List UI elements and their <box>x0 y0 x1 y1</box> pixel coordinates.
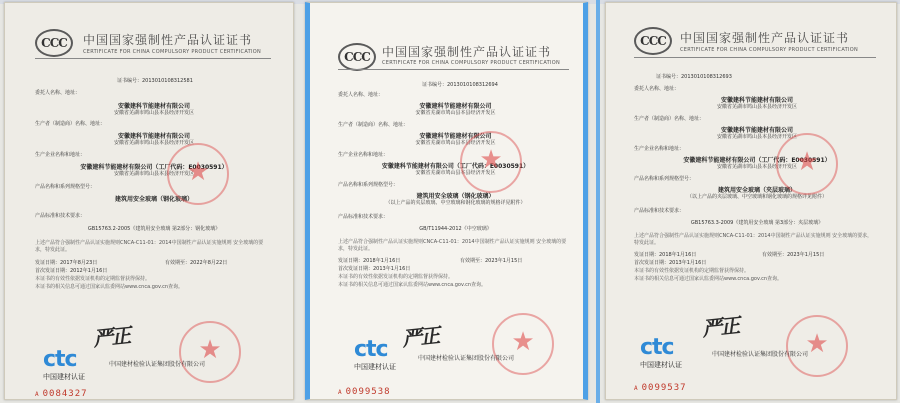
applicant-label: 委托人名称、地址： <box>35 90 81 96</box>
ctc-logo <box>354 339 396 372</box>
signature: 严正 <box>92 323 131 351</box>
standard-label: 产品标准和技术要求： <box>338 214 389 220</box>
title-rule <box>35 58 271 59</box>
first-issue-date: 首次发证日期：2013年1月16日 <box>634 260 707 266</box>
certificate-3 <box>605 2 897 400</box>
issuing-organization: 中国建材检验认证集团股份有限公司 <box>418 355 515 362</box>
factory-name: 安徽建科节能建材有限公司（工厂代码：E0030591） <box>683 157 831 164</box>
signature: 严正 <box>701 313 740 341</box>
certificate-1 <box>4 2 294 400</box>
ccc-logo-icon: CCC <box>35 29 73 57</box>
red-seal <box>179 321 241 383</box>
issue-date: 发证日期：2017年8月23日 <box>35 260 98 266</box>
serial-number: A 0084327 <box>35 389 88 399</box>
ctc-logo-icon: ctc <box>640 335 674 360</box>
red-seal <box>786 315 848 377</box>
manufacturer-name: 安徽建科节能建材有限公司 <box>419 133 492 140</box>
validity-note: 本证书的有效性依据发证机构的定期监督获得保持。 <box>338 274 454 280</box>
issue-date: 发证日期：2018年1月16日 <box>338 258 401 264</box>
cert-number: 证书编号：2013010108312694 <box>422 82 498 88</box>
ctc-logo-text: 中国建材认证 <box>354 363 396 371</box>
certificate-title: 中国国家强制性产品认证证书 <box>382 45 552 59</box>
product-name: 建筑用安全玻璃（钢化玻璃） <box>114 196 193 203</box>
factory-label: 生产企业名称和地址： <box>35 152 86 158</box>
cert-statement: 上述产品符合强制性产品认证实施规则CNCA-C11-01：2014中国制性产品认证实施规则 安全玻璃的要求，特发此证。 <box>634 233 873 246</box>
manufacturer-name: 安徽建科节能建材有限公司 <box>117 133 190 140</box>
standard-value: GB/T11944-2012《中空玻璃》 <box>419 226 492 232</box>
product-name: 建筑用安全玻璃（夹层玻璃） <box>717 187 796 194</box>
title-rule <box>338 69 569 70</box>
expiry-date: 有效期至：2022年8月22日 <box>165 260 228 266</box>
blue-divider <box>596 0 600 403</box>
ctc-logo-text: 中国建材认证 <box>43 373 85 381</box>
applicant-address: 安徽省芜湖市鸠山县本县经济开发区 <box>716 104 797 110</box>
cert-statement: 上述产品符合强制性产品认证实施规则CNCA-C11-01：2014中国制性产品认证实施规则 安全玻璃的要求，特发此证。 <box>338 239 567 252</box>
product-detail: （以上产品的夹层玻璃、中空玻璃和钢化玻璃的规格详见附件） <box>686 194 827 200</box>
first-issue-date: 首次发证日期：2012年1月16日 <box>35 268 108 274</box>
ctc-logo <box>43 349 85 382</box>
factory-label: 生产企业名称和地址： <box>338 152 389 158</box>
standard-label: 产品标准和技术要求： <box>35 213 86 219</box>
factory-name: 安徽建科节能建材有限公司（工厂代码：E0030591） <box>80 164 228 171</box>
validity-note: 本证书的有效性依据发证机构的定期监督获得保持。 <box>35 276 151 282</box>
expiry-date: 有效期至：2023年1月15日 <box>460 258 523 264</box>
ccc-logo-icon: CCC <box>338 43 376 71</box>
star-icon: ★ <box>511 327 535 357</box>
signature: 严正 <box>401 323 440 351</box>
ctc-logo <box>640 337 682 370</box>
expiry-date: 有效期至：2023年1月15日 <box>762 252 825 258</box>
serial-number: A 0099538 <box>338 387 391 397</box>
applicant-label: 委托人名称、地址： <box>338 92 384 98</box>
ccc-logo-icon: CCC <box>634 27 672 55</box>
query-note: 本证书的相关信息可通过国家认监委网站www.cnca.gov.cn查询。 <box>338 282 487 288</box>
red-seal <box>776 133 838 195</box>
applicant-name: 安徽建科节能建材有限公司 <box>720 97 793 104</box>
applicant-address: 安徽省芜湖市鸠山县本县经济开发区 <box>415 110 496 116</box>
certificate-title: 中国国家强制性产品认证证书 <box>680 31 850 45</box>
manufacturer-name: 安徽建科节能建材有限公司 <box>720 127 793 134</box>
standard-label: 产品标准和技术要求： <box>634 208 685 214</box>
manufacturer-address: 安徽省芜湖市鸠山县本县经济开发区 <box>415 140 496 146</box>
factory-address: 安徽省芜湖市鸠山县本县经济开发区 <box>716 164 797 170</box>
standard-value: GB15763.3-2009《建筑用安全玻璃 第3部分：夹层玻璃》 <box>690 220 824 226</box>
product-name: 建筑用安全玻璃（钢化玻璃） <box>416 193 495 200</box>
serial-number: A 0099537 <box>634 383 687 393</box>
product-label: 产品名称和系列规格型号： <box>338 182 399 188</box>
factory-name: 安徽建科节能建材有限公司（工厂代码：E0030591） <box>381 163 530 170</box>
product-label: 产品名称和系列规格型号： <box>634 176 695 182</box>
star-icon: ★ <box>479 145 503 175</box>
query-note: 本证书的相关信息可通过国家认监委网站www.cnca.gov.cn查询。 <box>35 284 184 290</box>
red-seal <box>492 313 554 375</box>
first-issue-date: 首次发证日期：2013年1月16日 <box>338 266 411 272</box>
certificate-title-en: CERTIFICATE FOR CHINA COMPULSORY PRODUCT CERTIFICATION <box>382 60 561 66</box>
certificate-title: 中国国家强制性产品认证证书 <box>83 33 253 47</box>
cert-number: 证书编号：2013010108312693 <box>656 74 732 80</box>
star-icon: ★ <box>186 157 210 187</box>
cert-number: 证书编号：2013010108312581 <box>117 78 193 84</box>
manufacturer-address: 安徽省芜湖市鸠山县本县经济开发区 <box>113 140 194 146</box>
cert-statement: 上述产品符合强制性产品认证实施规则CNCA-C11-01：2014中国制性产品认证实施规则 安全玻璃的要求，特发此证。 <box>35 240 264 253</box>
validity-note: 本证书的有效性依据发证机构的定期监督获得保持。 <box>634 268 750 274</box>
issuing-organization: 中国建材检验认证集团股份有限公司 <box>109 361 206 368</box>
star-icon: ★ <box>198 335 222 365</box>
applicant-name: 安徽建科节能建材有限公司 <box>117 103 190 110</box>
query-note: 本证书的相关信息可通过国家认监委网站www.cnca.gov.cn查询。 <box>634 276 783 282</box>
ctc-logo-icon: ctc <box>43 347 77 372</box>
manufacturer-label: 生产者（制造商）名称、地址： <box>35 121 106 127</box>
factory-address: 安徽省芜湖市鸠山县本县经济开发区 <box>415 170 496 176</box>
ctc-logo-icon: ctc <box>354 337 388 362</box>
certificate-title-en: CERTIFICATE FOR CHINA COMPULSORY PRODUCT CERTIFICATION <box>680 47 859 53</box>
factory-address: 安徽省芜湖市鸠山县本县经济开发区 <box>113 171 194 177</box>
title-rule <box>634 57 876 58</box>
product-detail: （以上产品的夹层玻璃、中空玻璃和钢化玻璃的规格详见附件） <box>385 200 526 206</box>
standard-value: GB15763.2-2005《建筑用安全玻璃 第2部分：钢化玻璃》 <box>87 226 221 232</box>
star-icon: ★ <box>795 147 819 177</box>
applicant-label: 委托人名称、地址： <box>634 86 680 92</box>
star-icon: ★ <box>805 329 829 359</box>
product-label: 产品名称和系列规格型号： <box>35 184 96 190</box>
certificate-title-en: CERTIFICATE FOR CHINA COMPULSORY PRODUCT CERTIFICATION <box>83 49 262 55</box>
manufacturer-label: 生产者（制造商）名称、地址： <box>634 116 705 122</box>
red-seal <box>167 143 229 205</box>
manufacturer-address: 安徽省芜湖市鸠山县本县经济开发区 <box>716 134 797 140</box>
red-seal <box>460 131 522 193</box>
ctc-logo-text: 中国建材认证 <box>640 361 682 369</box>
issuing-organization: 中国建材检验认证集团股份有限公司 <box>712 351 809 358</box>
manufacturer-label: 生产者（制造商）名称、地址： <box>338 122 409 128</box>
certificate-2 <box>305 2 588 400</box>
applicant-name: 安徽建科节能建材有限公司 <box>419 103 492 110</box>
applicant-address: 安徽省芜湖市鸠山县本县经济开发区 <box>113 110 194 116</box>
factory-label: 生产企业名称和地址： <box>634 146 685 152</box>
issue-date: 发证日期：2018年1月16日 <box>634 252 697 258</box>
